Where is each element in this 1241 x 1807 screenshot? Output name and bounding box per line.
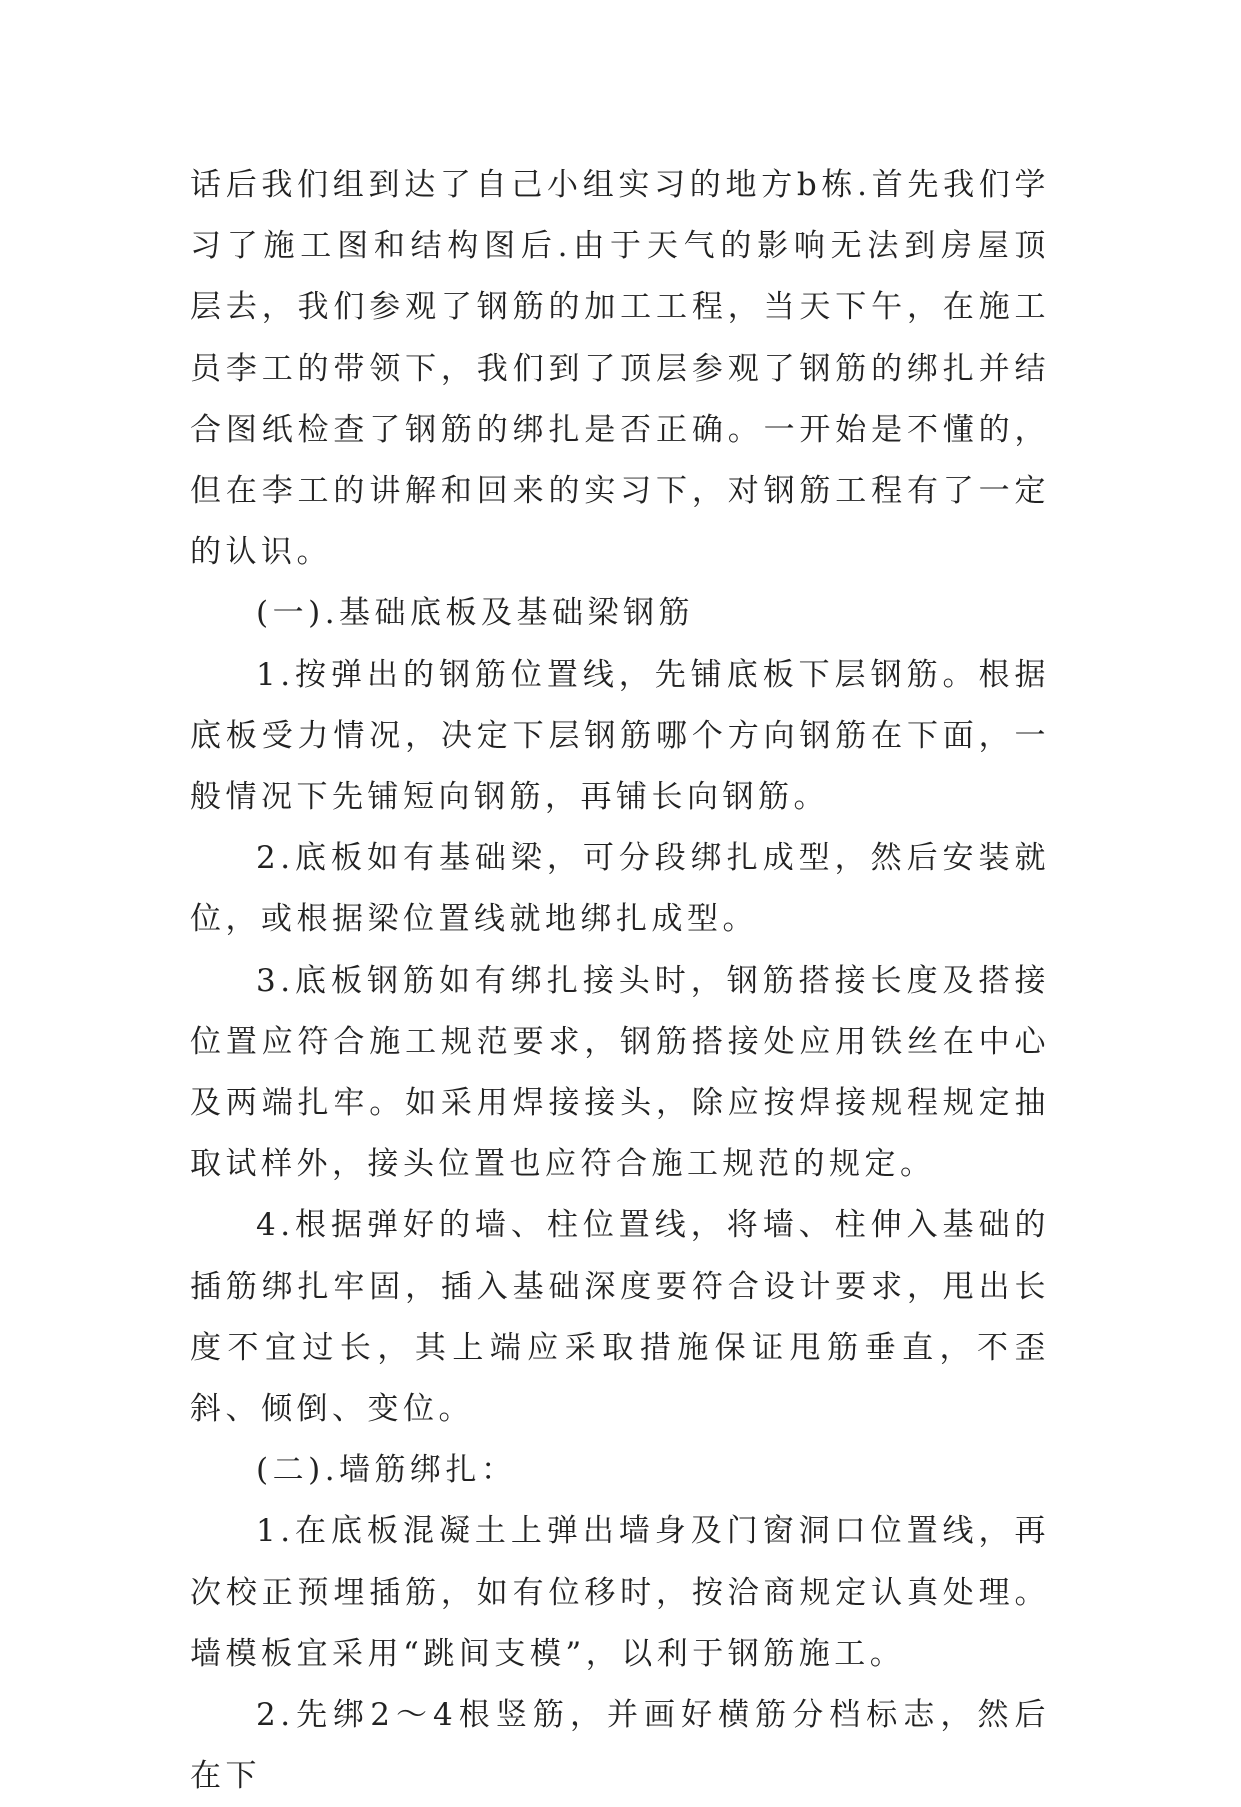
- intro-paragraph: 话后我们组到达了自己小组实习的地方b栋.首先我们学习了施工图和结构图后.由于天气的影响无法到房屋顶层去，我们参观了钢筋的加工工程，当天下午，在施工员李工的带领下，我们到了顶层参观了钢筋的绑扎并结合图纸检查了钢筋的绑扎是否正确。一开始是不懂的，但在李工的讲解和回来的实习下，对钢筋工程有了一定的认识。: [190, 167, 1050, 571]
- section-heading-wall: (二).墙筋绑扎：: [256, 1452, 517, 1489]
- list-item: 3.底板钢筋如有绑扎接头时，钢筋搭接长度及搭接位置应符合施工规范要求，钢筋搭接处应用铁丝在中心及两端扎牢。如采用焊接接头，除应按焊接规程规定抽取试样外，接头位置也应符合施工规范的规定。: [190, 962, 1050, 1183]
- document-body: [190, 155, 1050, 1807]
- list-item: 4.根据弹好的墙、柱位置线，将墙、柱伸入基础的插筋绑扎牢固，插入基础深度要符合设计要求，甩出长度不宜过长，其上端应采取措施保证甩筋垂直，不歪斜、倾倒、变位。: [190, 1207, 1050, 1428]
- section-heading-foundation: (一).基础底板及基础梁钢筋: [256, 595, 695, 632]
- list-item: 2.底板如有基础梁，可分段绑扎成型，然后安装就位，或根据梁位置线就地绑扎成型。: [190, 840, 1050, 938]
- list-item: 1.按弹出的钢筋位置线，先铺底板下层钢筋。根据底板受力情况，决定下层钢筋哪个方向钢筋在下面，一般情况下先铺短向钢筋，再铺长向钢筋。: [190, 656, 1050, 816]
- list-item: 1.在底板混凝土上弹出墙身及门窗洞口位置线，再次校正预埋插筋，如有位移时，按洽商规定认真处理。墙模板宜采用“跳间支模”，以利于钢筋施工。: [190, 1513, 1050, 1672]
- list-item: 2.先绑2～4根竖筋，并画好横筋分档标志，然后在下: [190, 1697, 1050, 1795]
